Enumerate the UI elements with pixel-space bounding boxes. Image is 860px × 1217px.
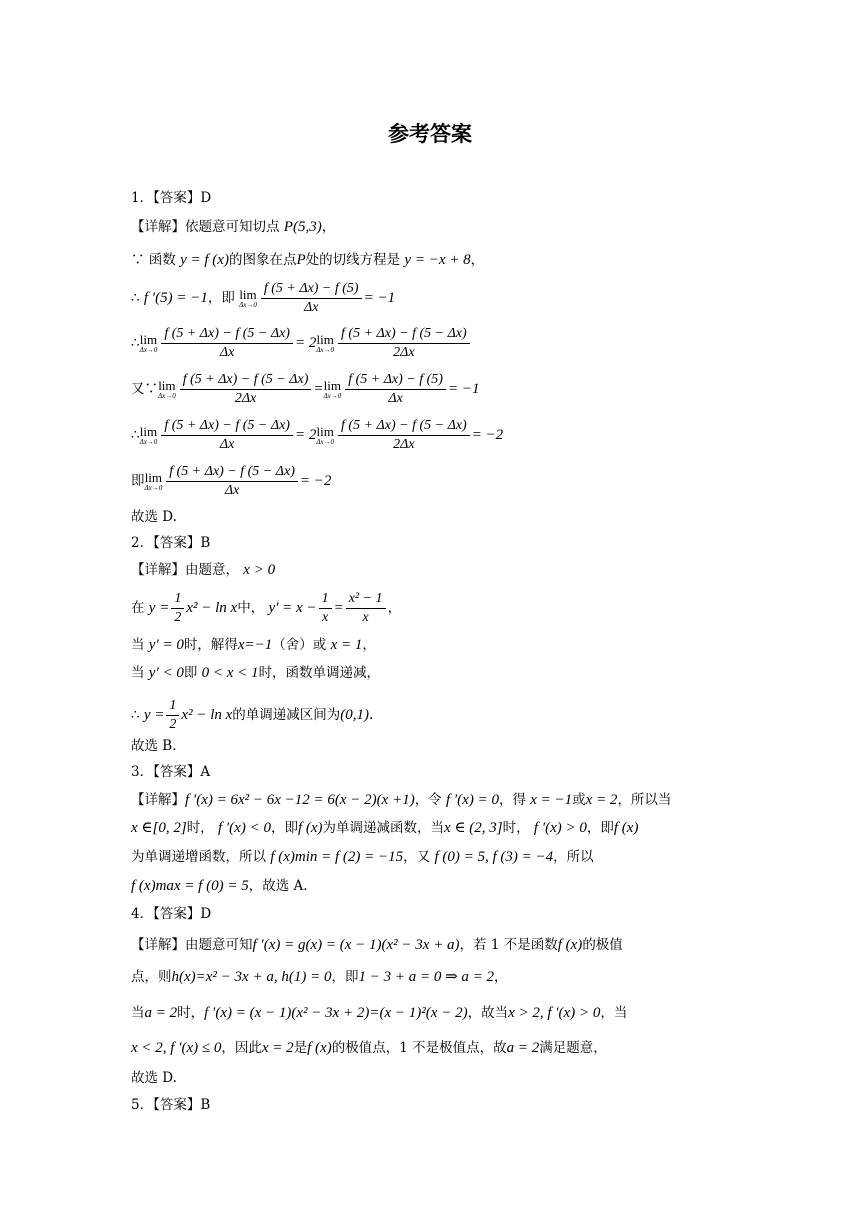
fraction: $\frac{f (5 + \Delta x) - f (5 - \Delta x)}{\Delta x}$ — [161, 325, 293, 362]
answer-3-line-2: x ∈[0, 2]时， f ′(x) < 0，即f (x)为单调递减函数，当x ∈ (2, 3]时， f ′(x) > 0，即f (x) — [131, 820, 639, 836]
fraction: $\frac{f (5 + \Delta x) - f (5 - \Delta x)}{\Delta x}$ — [166, 463, 298, 500]
answer-2-line-3: 当 y′ = 0时，解得x=−1（舍）或 x = 1， — [131, 637, 376, 653]
answer-3-line-1: 【详解】f ′(x) = 6x² − 6x −12 = 6(x − 2)(x +1)，令 f ′(x) = 0，得 x = −1或x = 2，所以当 — [131, 792, 672, 808]
answer-2-line-5: ∴ y = $\frac{1}{2}$ x² − ln x的单调递减区间为(0,1). — [131, 698, 374, 732]
answer-3-heading: 3．【答案】A — [131, 764, 211, 780]
fraction: $\frac{f (5 + \Delta x) - f (5 - \Delta x)}{\Delta x}$ — [161, 417, 293, 454]
answer-4-line-2: 点，则h(x)=x² − 3x + a, h(1) = 0，即1 − 3 + a = 0 ⇒ a = 2， — [131, 969, 508, 985]
limit-operator: lim Δx→0 — [323, 377, 342, 400]
fraction: $\frac{1}{2}$ — [166, 697, 179, 734]
fraction: $\frac{f (5 + \Delta x) - f (5 - \Delta x)}{2\Delta x}$ — [338, 417, 470, 454]
answer-2-line-4: 当 y′ < 0即 0 < x < 1时，函数单调递减， — [131, 665, 381, 681]
fraction: $\frac{1}{x}$ — [319, 590, 332, 627]
answer-4-line-3: 当a = 2时，f ′(x) = (x − 1)(x² − 3x + 2)=(x − 1)²(x − 2)，故当x > 2, f ′(x) > 0，当 — [131, 1005, 628, 1021]
answer-2-line-2: 在 y = $\frac{1}{2}$ x² − ln x中， y′ = x − $\frac{1}{x}$ = $\frac{\text{x² − 1}}{x}$ ， — [131, 591, 402, 625]
answer-1-line-1: 【详解】依题意可知切点 P(5,3)， — [131, 219, 336, 235]
answer-1-line-2: ∵ 函数 y = f (x)的图象在点P处的切线方程是 y = −x + 8， — [131, 252, 485, 268]
answer-1-line-7: 即lim Δx→0 $\frac{f (5 + \Delta x) - f (5 - \Delta x)}{\Delta x}$ = −2 — [131, 464, 332, 498]
limit-operator: lim Δx→0 — [316, 331, 335, 354]
limit-operator: lim Δx→0 — [139, 331, 158, 354]
answer-4-line-4: x < 2, f ′(x) ≤ 0，因此x = 2是f (x)的极值点，1 不是极值点，故a = 2满足题意， — [131, 1040, 607, 1056]
answer-1-line-6: ∴lim Δx→0 $\frac{f (5 + \Delta x) - f (5 - \Delta x)}{\Delta x}$ = 2lim Δx→0 $\frac{f (5 + \Delta x) - f (5 - \Delta x)}{2\Delta x}$ = −2 — [131, 418, 504, 452]
answer-4-conclusion: 故选 D. — [131, 1070, 177, 1086]
answer-3-line-4: f (x)max = f (0) = 5，故选 A. — [131, 878, 308, 894]
fraction: $\frac{\text{x² − 1}}{x}$ — [346, 590, 386, 627]
limit-operator: lim Δx→0 — [158, 377, 176, 400]
limit-operator: lim Δx→0 — [316, 423, 335, 446]
answer-1-line-5: 又∵lim Δx→0 $\frac{f (5 + \Delta x) - f (5 - \Delta x)}{2\Delta x}$ =lim Δx→0 $\frac{f (5 + \Delta x) - f (5)}{\Delta x}$ = −1 — [131, 372, 480, 406]
fraction: $\frac{f (5 + \Delta x) - f (5)}{\Delta x}$ — [261, 280, 362, 317]
answer-4-heading: 4．【答案】D — [131, 906, 212, 922]
answer-2-conclusion: 故选 B. — [131, 738, 177, 754]
page-title: 参考答案 — [388, 122, 472, 146]
answer-5-heading: 5．【答案】B — [131, 1097, 211, 1113]
fraction: $\frac{f (5 + \Delta x) - f (5 - \Delta x)}{2\Delta x}$ — [180, 371, 312, 408]
answer-1-line-3: ∴ f ′(5) = −1，即 lim Δx→0 $\frac{f (5 + \Delta x) - f (5)}{\Delta x}$ = −1 — [131, 281, 396, 315]
limit-operator: lim Δx→0 — [239, 286, 257, 309]
answer-3-line-3: 为单调递增函数，所以 f (x)min = f (2) = −15，又 f (0) = 5, f (3) = −4，所以 — [131, 849, 594, 865]
answer-1-conclusion: 故选 D. — [131, 509, 177, 525]
answer-2-heading: 2．【答案】B — [131, 535, 211, 551]
limit-operator: lim Δx→0 — [144, 469, 163, 492]
fraction: $\frac{1}{2}$ — [171, 590, 184, 627]
fraction: $\frac{f (5 + \Delta x) - f (5)}{\Delta x}$ — [345, 371, 446, 408]
fraction: $\frac{f (5 + \Delta x) - f (5 - \Delta x)}{2\Delta x}$ — [338, 325, 470, 362]
answer-1-line-4: ∴lim Δx→0 $\frac{f (5 + \Delta x) - f (5 - \Delta x)}{\Delta x}$ = 2lim Δx→0 $\frac{f (5 + \Delta x) - f (5 - \Delta x)}{2\Delta x}$ — [131, 325, 472, 362]
limit-operator: lim Δx→0 — [139, 423, 158, 446]
answer-4-line-1: 【详解】由题意可知f ′(x) = g(x) = (x − 1)(x² − 3x + a)，若 1 不是函数f (x)的极值 — [131, 937, 623, 953]
answer-2-line-1: 【详解】由题意， x > 0 — [131, 562, 276, 578]
answer-1-heading: 1．【答案】D — [131, 190, 212, 206]
